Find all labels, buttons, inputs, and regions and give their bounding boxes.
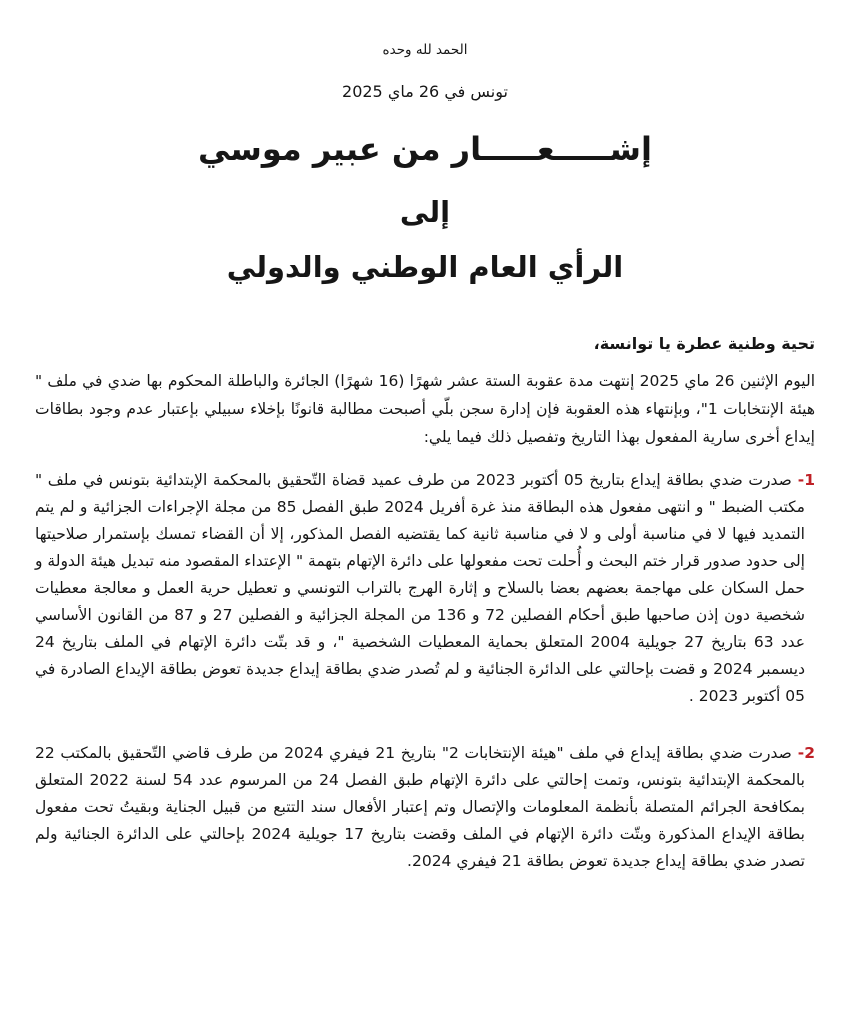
numbered-item-1 [35, 467, 815, 710]
intro-paragraph: اليوم الإثنين 26 ماي 2025 إنتهت مدة عقوبة الستة عشر شهرًا (16 شهرًا) الجائرة والباطلة المحكوم بها ضدي في ملف " هيئة الإنتخابات 1"، وبإنتهاء هذه العقوبة فإن إدارة سجن بلّي أصبحت مطالبة قانونًا بإخلاء سبيلي بإعتبار عدم وجود بطاقات إيداع أخرى سارية المفعول بهذا التاريخ وتفصيل ذلك فيما يلي: [35, 372, 816, 446]
item-2-text: صدرت ضدي بطاقة إيداع في ملف "هيئة الإنتخابات 2" بتاريخ 21 فيفري 2024 من طرف قاضي التّحقيق بالمكتب 22 بالمحكمة الإبتدائية بتونس، وتمت إحالتي على دائرة الإتهام طبق الفصل 24 من المرسوم عدد 54 لسنة 2022 المتعلق بمكافحة الجرائم المتصلة بأنظمة المعلومات والإتصال وتم إعتبار الأفعال سند التتبع من قبيل الجناية وبقيتُ تحت مفعول بطاقة الإيداع المذكورة وبتّت دائرة الإتهام في الملف وقضت بتاريخ 17 جويلية 2024 بإحالتي على الدائرة الجنائية ولم تصدر ضدي بطاقة إيداع جديدة تعوض بطاقة 21 فيفري 2024. [35, 744, 805, 870]
item-2-number: 2- [797, 744, 815, 762]
item-1-number: 1- [797, 471, 816, 489]
greeting-line: تحية وطنية عطرة يا توانسة، [593, 334, 815, 353]
basmala-line: الحمد لله وحده [382, 42, 468, 58]
title-addressee-line: الرأي العام الوطني والدولي [226, 250, 624, 284]
place-date-line: تونس في 26 ماي 2025 [342, 82, 508, 101]
item-1-text: صدرت ضدي بطاقة إيداع بتاريخ 05 أكتوبر 2023 من طرف عميد قضاة التّحقيق بالمحكمة الإبتدائية بتونس في ملف " مكتب الضبط " و انتهى مفعول هذه البطاقة منذ غرة أفريل 2024 طبق الفصل 85 من مجلة الإجراءات الجزائية و لم يتم التمديد فيها لا في مناسبة أولى و لا في مناسبة ثانية كما يقتضيه الفصل المذكور، إلا أن القضاء تمسك بإستمرار صلاحيتها إلى حدود صدور قرار ختم البحث و أُحلت تحت مفعولها على دائرة الإتهام بتهمة " الإعتداء المقصود منه تبديل هيئة الدولة و حمل السكان على مهاجمة بعضهم بعضا بالسلاح و إثارة الهرج بالتراب التونسي و تعطيل حرية العمل و معالجة معطيات شخصية دون إذن صاحبها طبق أحكام الفصلين 72 و 136 من المجلة الجزائية و الفصلين 27 و 87 من القانون الأساسي عدد 63 بتاريخ 27 جويلية 2004 المتعلق بحماية المعطيات الشخصية "، و قد بتّت دائرة الإتهام في الملف بتاريخ 24 ديسمبر 2024 و قضت بإحالتي على الدائرة الجنائية و لم تُصدر ضدي بطاقة إيداع جديدة تعوض بطاقة الإيداع الصادرة في 05 أكتوبر 2023 . [35, 471, 806, 705]
document-title: إشـــــعـــــار من عبير موسي [198, 130, 652, 168]
title-to-line: إلى [399, 195, 451, 229]
numbered-item-2 [35, 740, 815, 875]
